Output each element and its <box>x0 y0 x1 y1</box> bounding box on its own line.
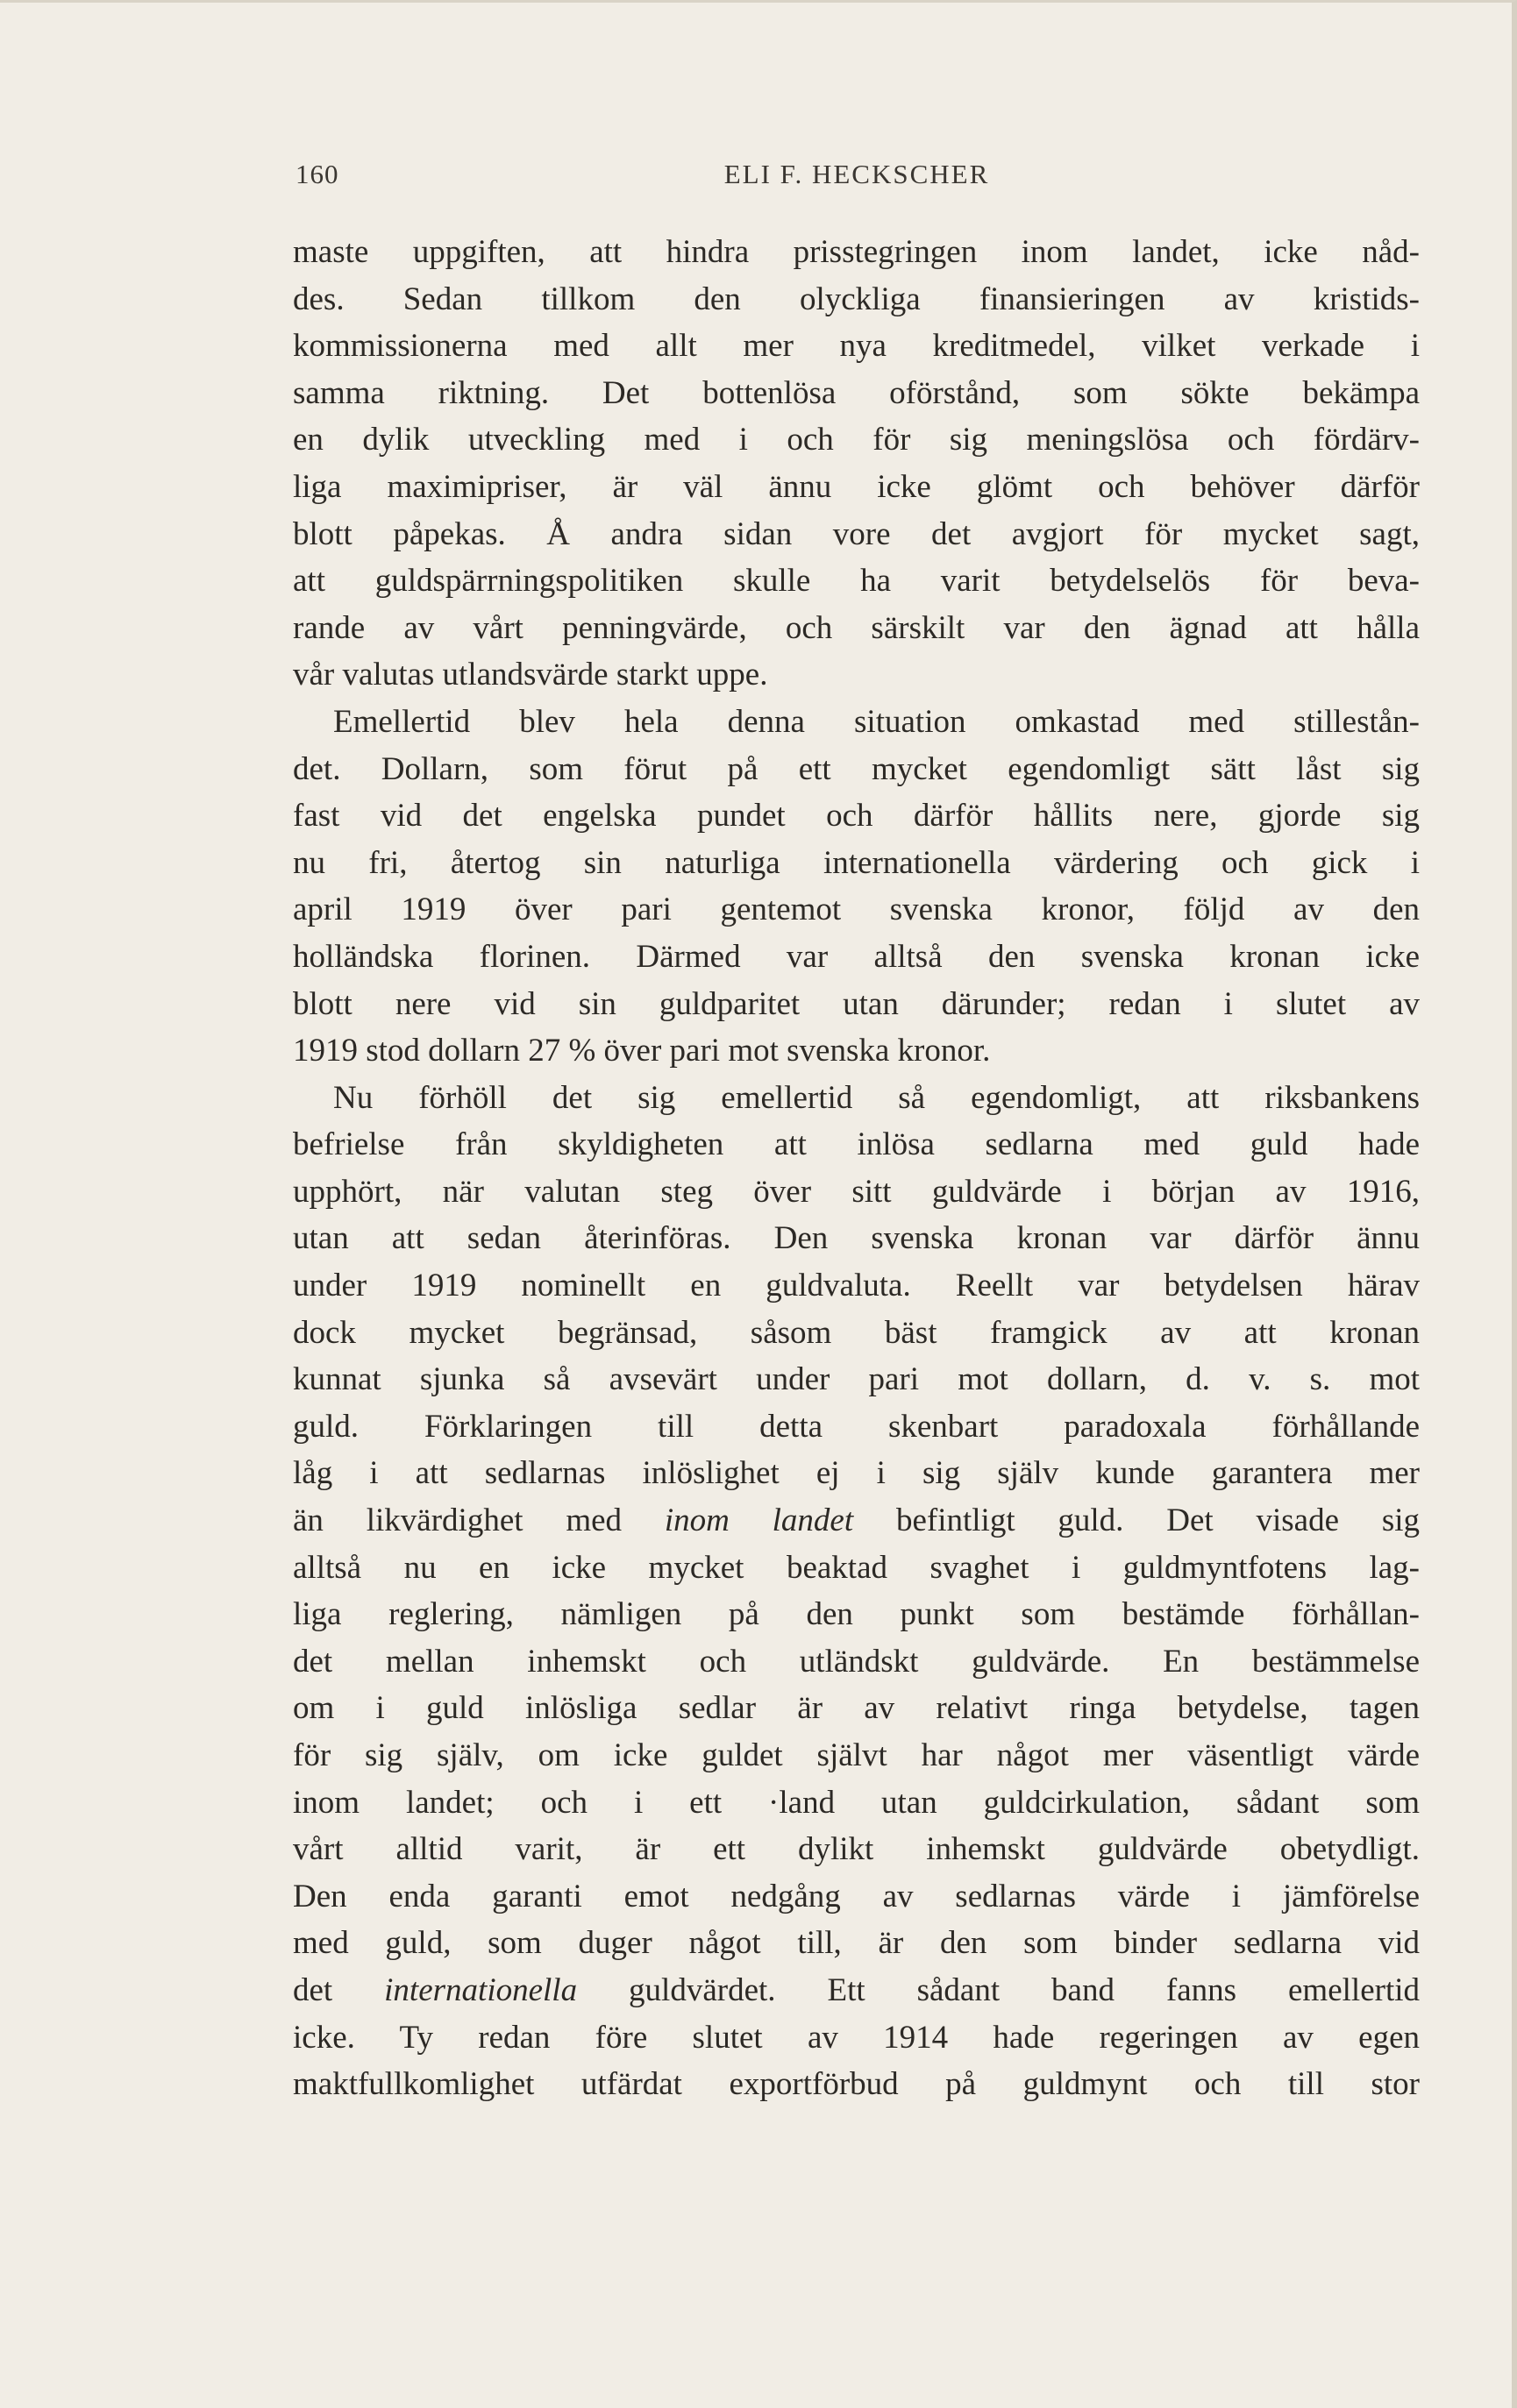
text-line: Nu förhöll det sig emellertid så egendomligt, att riksbankens <box>333 1079 1420 1116</box>
text-line: 1919 stod dollarn 27 % över pari mot svenska kronor. <box>293 1033 991 1069</box>
text-line: guld. Förklaringen till detta skenbart paradoxala förhållande <box>293 1408 1420 1445</box>
text-line: att guldspärrningspolitiken skulle ha varit betydelselös för beva- <box>293 563 1420 600</box>
text-line: Den enda garanti emot nedgång av sedlarnas värde i jämförelse <box>293 1878 1420 1914</box>
text-line: låg i att sedlarnas inlöslighet ej i sig själv kunde garantera mer <box>293 1455 1420 1492</box>
text-line: maste uppgiften, att hindra prisstegringen inom landet, icke nåd- <box>293 234 1420 270</box>
text-line: det. Dollarn, som förut på ett mycket egendomligt sätt låst sig <box>293 750 1420 787</box>
running-head: ELI F. HECKSCHER <box>723 159 990 189</box>
text-line: april 1919 över pari gentemot svenska kronor, följd av den <box>293 891 1420 928</box>
text-line: liga reglering, nämligen på den punkt som bestämde förhållan- <box>293 1596 1420 1633</box>
text-line <box>293 1497 1420 1545</box>
emphasis: inom landet <box>664 1502 854 1539</box>
text-line: om i guld inlösliga sedlar är av relativt ringa betydelse, tagen <box>293 1690 1420 1727</box>
text-line: dock mycket begränsad, såsom bäst framgick av att kronan <box>293 1314 1420 1351</box>
text-line: des. Sedan tillkom den olyckliga finansieringen av kristids- <box>293 281 1420 317</box>
text-line <box>293 1967 1420 2014</box>
text-line: nu fri, återtog sin naturliga internationella värdering och gick i <box>293 844 1420 881</box>
text-line: rande av vårt penningvärde, och särskilt var den ägnad att hålla <box>293 609 1420 646</box>
text-line: alltså nu en icke mycket beaktad svaghet i guldmyntfotens lag- <box>293 1549 1420 1586</box>
text-line: befrielse från skyldigheten att inlösa sedlarna med guld hade <box>293 1126 1420 1163</box>
text-segment: det <box>293 1971 385 2008</box>
body-text <box>293 229 1420 2108</box>
text-line: det mellan inhemskt och utländskt guldvärde. En bestämmelse <box>293 1643 1420 1680</box>
text-line: samma riktning. Det bottenlösa oförstånd, som sökte bekämpa <box>293 374 1420 411</box>
text-line: under 1919 nominellt en guldvaluta. Reellt var betydelsen härav <box>293 1268 1420 1304</box>
text-line: Emellertid blev hela denna situation omkastad med stillestån- <box>333 703 1420 740</box>
text-line: upphört, när valutan steg över sitt guldvärde i början av 1916, <box>293 1173 1420 1210</box>
page-header <box>296 159 1418 201</box>
emphasis: internationella <box>384 1971 578 2008</box>
text-line: vår valutas utlandsvärde starkt uppe. <box>293 657 768 693</box>
text-line: blott nere vid sin guldparitet utan därunder; redan i slutet av <box>293 985 1420 1022</box>
text-line: inom landet; och i ett ·land utan guldcirkulation, sådant som <box>293 1784 1420 1821</box>
text-line: maktfullkomlighet utfärdat exportförbud på guldmynt och till stor <box>293 2066 1420 2103</box>
text-line: liga maximipriser, är väl ännu icke glömt och behöver därför <box>293 468 1420 505</box>
text-line: en dylik utveckling med i och för sig meningslösa och fördärv- <box>293 422 1420 458</box>
text-line: icke. Ty redan före slutet av 1914 hade regeringen av egen <box>293 2019 1420 2056</box>
text-line: holländska florinen. Därmed var alltså den svenska kronan icke <box>293 938 1420 975</box>
text-segment: befintligt guld. Det visade sig <box>853 1502 1420 1539</box>
text-line: kunnat sjunka så avsevärt under pari mot dollarn, d. v. s. mot <box>293 1361 1420 1398</box>
text-line: med guld, som duger något till, är den som binder sedlarna vid <box>293 1925 1420 1962</box>
text-segment: än likvärdighet med <box>293 1502 665 1539</box>
page-number: 160 <box>296 159 339 189</box>
text-line: utan att sedan återinföras. Den svenska kronan var därför ännu <box>293 1220 1420 1257</box>
text-line: fast vid det engelska pundet och därför hållits nere, gjorde sig <box>293 798 1420 835</box>
text-line: vårt alltid varit, är ett dylikt inhemskt guldvärde obetydligt. <box>293 1831 1420 1868</box>
text-line: kommissionerna med allt mer nya kreditmedel, vilket verkade i <box>293 328 1420 365</box>
text-segment: guldvärdet. Ett sådant band fanns emellertid <box>577 1971 1420 2008</box>
text-line: blott påpekas. Å andra sidan vore det avgjort för mycket sagt, <box>293 515 1420 552</box>
text-line: för sig själv, om icke guldet självt har något mer väsentligt värde <box>293 1737 1420 1773</box>
